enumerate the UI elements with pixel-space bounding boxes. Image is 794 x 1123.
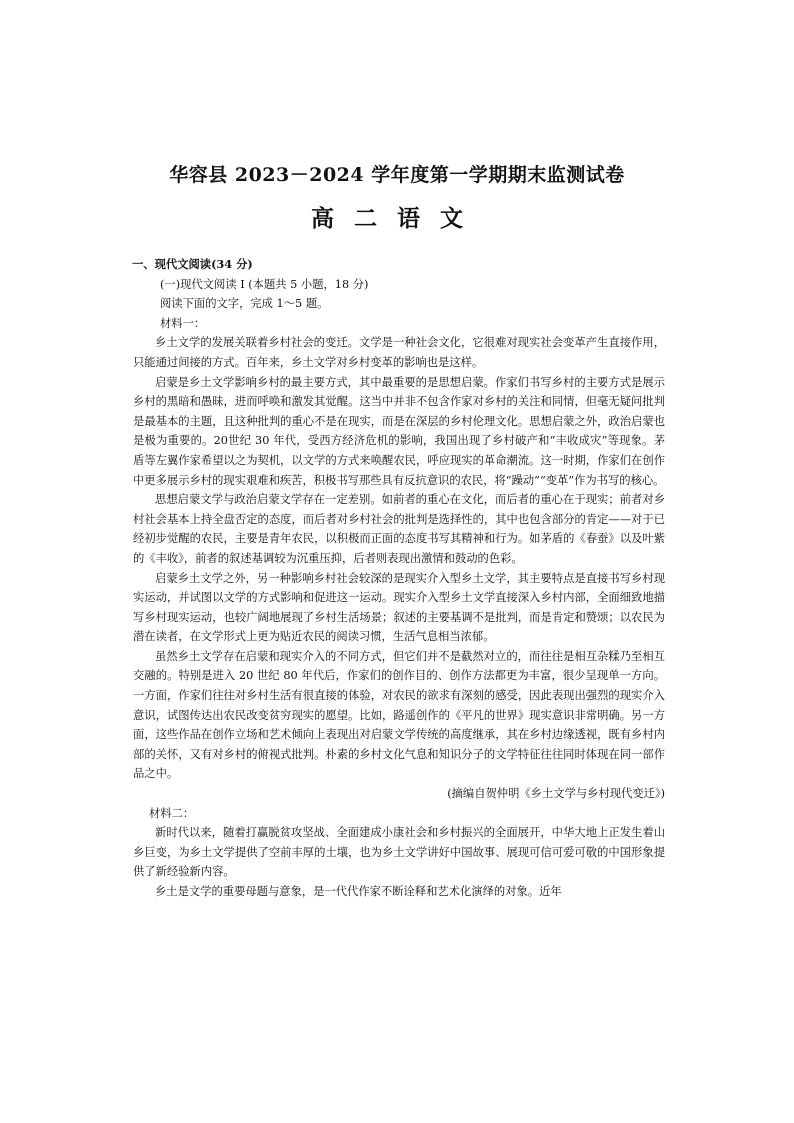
paragraph: 虽然乡土文学存在启蒙和现实介入的不同方式，但它们并不是截然对立的，而往往是相互杂糅乃至相互交融的。特别是进入 20 世纪 80 年代后，作家们的创作目的、创作方法都更为丰富，很少呈现单一方向。一方面，作家们往往对乡村生活有很直接的体验，对农民的欲求有深刻的感受，因此表现出强烈的现实介入意识，试图传达出农民改变贫穷现实的愿望。比如，路遥创作的《平凡的世界》现实意识非常明确。另一方面，这些作品在创作立场和艺术倾向上表现出对启蒙文学传统的高度继承，其在乡村边缘透视，既有乡村内部的关怀，又有对乡村的俯视式批判。朴素的乡村文化气息和知识分子的文学特征往往同时体现在同一部作品之中。 [133, 649, 665, 781]
section-heading: 一、现代文阅读(34 分) [132, 257, 253, 271]
instruction-text: 阅读下面的文字，完成 1～5 题。 [160, 297, 329, 311]
exam-title: 华容县 2023－2024 学年度第一学期期末监测试卷 [169, 164, 625, 186]
paragraph: 启蒙是乡土文学影响乡村的最主要方式，其中最重要的是思想启蒙。作家们书写乡村的主要方式是展示乡村的黑暗和愚昧，进而呼唤和激发其觉醒。这当中并非不包含作家对乡村的关注和同情，但毫无疑问批判是最基本的主题，且这种批判的重心不是在现实，而是在深层的乡村伦理文化。思想启蒙之外，政治启蒙也是极为重要的。20世纪 30 年代，受西方经济危机的影响，我国出现了乡村破产和“丰收成灾”等现象。茅盾等左翼作家希望以之为契机，以文学的方式来唤醒农民，呼应现实的革命潮流。这一时期，作家们在创作中更多展示乡村的现实艰难和疾苦，积极书写那些具有反抗意识的农民，将“躁动”“变革”作为书写的核心。 [133, 375, 665, 487]
exam-content [133, 255, 665, 902]
paragraph: 新时代以来，随着打赢脱贫攻坚战、全面建成小康社会和乡村振兴的全面展开，中华大地上正发生着山乡巨变，为乡土文学提供了空前丰厚的土壤，也为乡土文学讲好中国故事、展现可信可爱可敬的中国形象提供了新经验新内容。 [133, 826, 665, 879]
material-one-label: 材料一： [160, 316, 206, 330]
exam-subject: 高二语文 [311, 205, 483, 232]
material-two-label: 材料二： [149, 806, 195, 820]
paragraph: 乡土是文学的重要母题与意象，是一代代作家不断诠释和艺术化演绎的对象。近年 [155, 885, 562, 898]
paragraph: 启蒙乡土文学之外，另一种影响乡村社会较深的是现实介入型乡土文学，其主要特点是直接书写乡村现实运动，并试图以文学的方式影响和促进这一运动。现实介入型乡土文学直接深入乡村内部，全面细致地描写乡村现实运动，也较广阔地展现了乡村生活场景；叙述的主要基调不是批判，而是肯定和赞颂；以农民为潜在读者，在文学形式上更为贴近农民的阅读习惯，生活气息相当浓郁。 [133, 571, 665, 644]
sub-section-heading: (一)现代文阅读 I (本题共 5 小题，18 分) [160, 277, 369, 291]
source-citation: (摘编自贺仲明《乡土文学与乡村现代变迁》) [447, 787, 665, 801]
paragraph: 乡土文学的发展关联着乡村社会的变迁。文学是一种社会文化，它很难对现实社会变革产生直接作用，只能通过间接的方式。百年来，乡土文学对乡村变革的影响也是这样。 [133, 336, 665, 369]
paragraph: 思想启蒙文学与政治启蒙文学存在一定差别。如前者的重心在文化，而后者的重心在于现实；前者对乡村社会基本上持全盘否定的态度，而后者对乡村社会的批判是选择性的，其中也包含部分的肯定——对于已经初步觉醒的农民，主要是青年农民，以积极而正面的态度书写其精神和行为。如茅盾的《春蚕》以及叶紫的《丰收》，前者的叙述基调较为沉重压抑，后者则表现出激情和鼓动的色彩。 [133, 493, 665, 565]
